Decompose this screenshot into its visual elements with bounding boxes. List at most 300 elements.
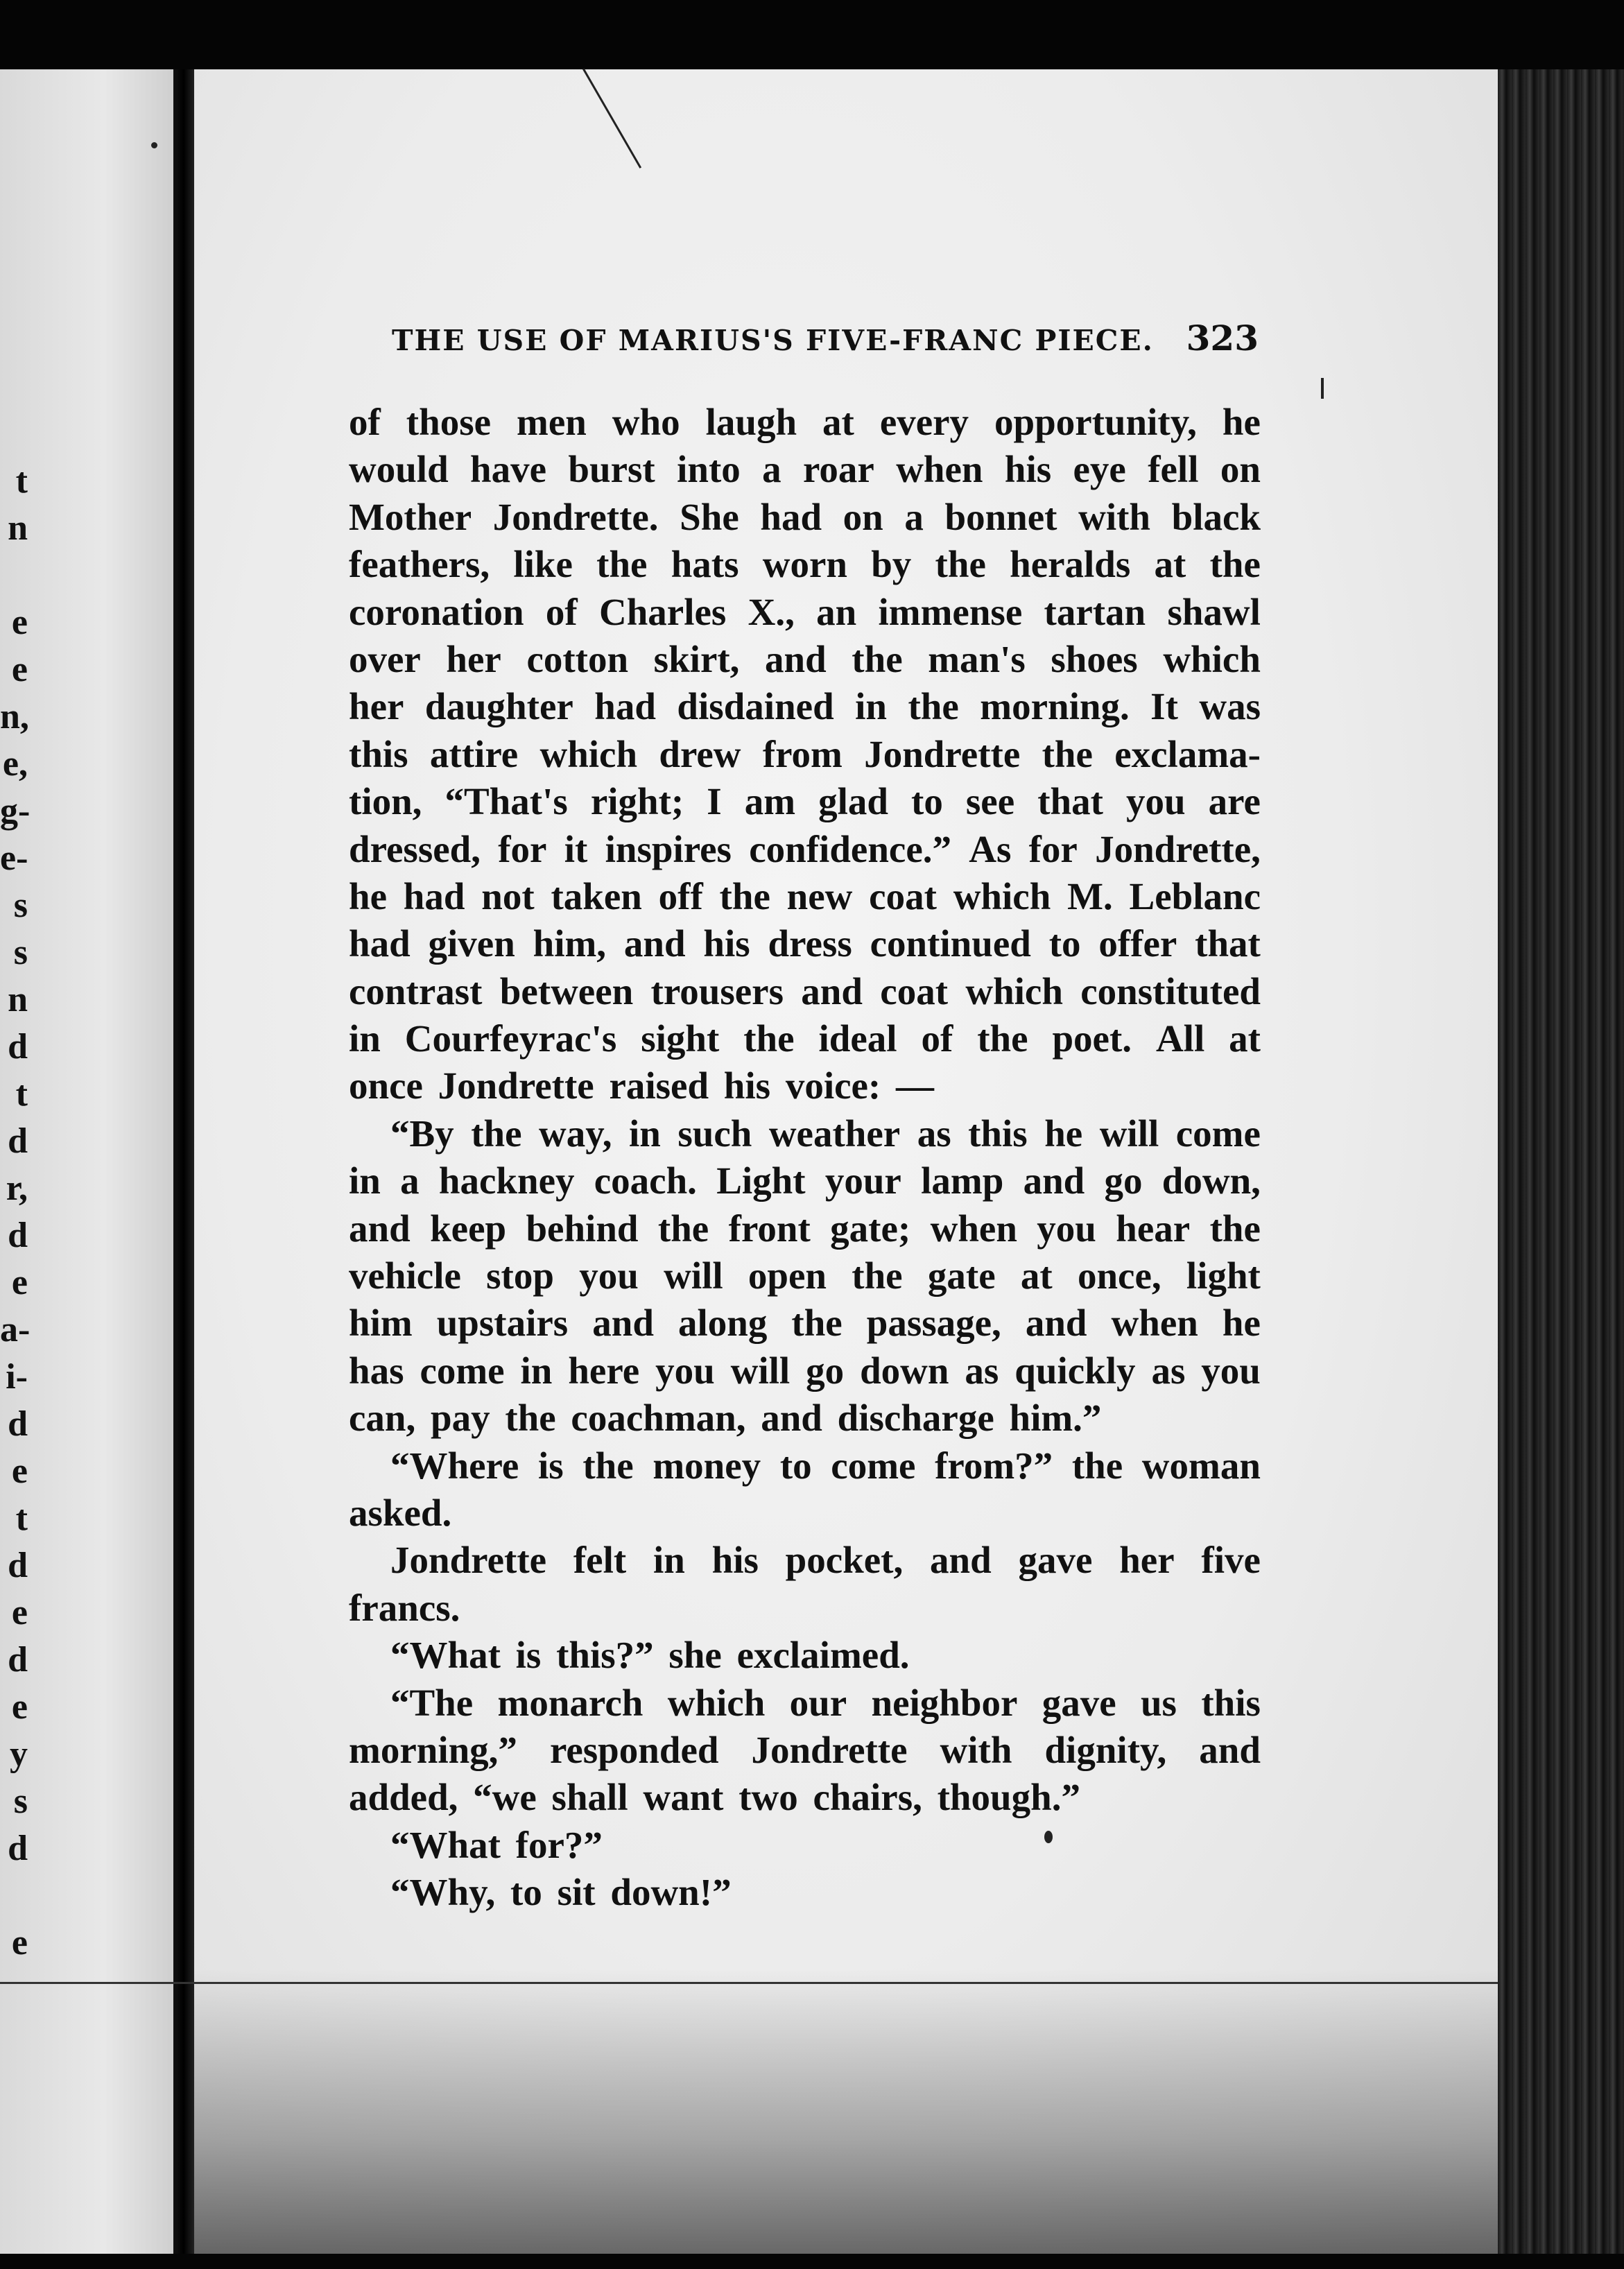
text-line: [349, 1252, 1261, 1300]
page-bottom-shadow: [194, 1969, 1498, 2254]
word: attire: [429, 732, 519, 775]
word: which: [539, 732, 638, 775]
word: her: [349, 685, 404, 728]
word: in: [855, 685, 887, 728]
word: on: [1220, 448, 1261, 491]
word: of: [921, 1017, 953, 1060]
word: continued: [870, 922, 1031, 965]
word: way,: [539, 1112, 612, 1155]
word: at: [1020, 1254, 1053, 1297]
text-line: [349, 636, 1261, 683]
word: will: [664, 1254, 723, 1297]
word: roar: [802, 448, 874, 491]
word: was: [1199, 685, 1261, 728]
word: “That's: [444, 780, 568, 823]
word: eye: [1073, 448, 1126, 491]
word: constituted: [1080, 969, 1261, 1012]
word: opportunity,: [994, 401, 1197, 443]
word: dress: [768, 922, 852, 965]
book-gutter: [173, 69, 194, 2254]
word: and: [349, 1207, 411, 1250]
text-line: [349, 589, 1261, 636]
word: the: [657, 1207, 709, 1250]
word: Jondrette.: [492, 495, 659, 538]
word: the: [935, 543, 986, 586]
word: poet.: [1052, 1017, 1132, 1060]
word: the: [852, 637, 903, 680]
text-line: “Why, to sit down!”: [390, 1871, 732, 1914]
word: this: [349, 732, 408, 775]
word: which: [953, 874, 1051, 917]
word: at: [1229, 1017, 1261, 1060]
previous-page-fragment: t: [15, 1499, 28, 1538]
word: dressed,: [349, 827, 481, 870]
word: offer: [1098, 922, 1177, 965]
previous-page-fragment: e,: [2, 744, 28, 784]
word: from?”: [935, 1444, 1053, 1487]
word: an: [816, 590, 857, 633]
word: Light: [716, 1159, 806, 1202]
word: She: [680, 495, 739, 538]
word: shawl: [1167, 590, 1261, 633]
word: in: [520, 1349, 553, 1392]
word: inspires: [605, 827, 732, 870]
word: coronation: [349, 590, 524, 633]
body-text: [349, 399, 1261, 1917]
word: man's: [928, 637, 1026, 680]
word: pocket,: [785, 1539, 904, 1582]
word: with: [1078, 495, 1150, 538]
word: between: [499, 969, 634, 1012]
word: had: [760, 495, 822, 538]
word: skirt,: [653, 637, 740, 680]
word: those: [406, 401, 492, 443]
word: his: [703, 922, 750, 965]
word: had: [403, 874, 465, 917]
text-line: [349, 541, 1261, 588]
word: has: [349, 1349, 404, 1392]
word: off: [658, 874, 703, 917]
word: coat: [869, 874, 937, 917]
word: responded: [549, 1728, 719, 1771]
word: when: [1111, 1302, 1198, 1345]
previous-page-fragment: n: [8, 508, 28, 548]
text-line: [349, 399, 1261, 446]
text-line: [349, 1347, 1261, 1395]
word: our: [789, 1681, 847, 1724]
word: he: [349, 874, 387, 917]
ink-spot: [1044, 1831, 1053, 1843]
text-line: [349, 1205, 1261, 1252]
word: Charles: [599, 590, 727, 633]
previous-page-fragment: d: [8, 1546, 28, 1585]
word: gate;: [830, 1207, 911, 1250]
word: X.,: [748, 590, 795, 633]
word: you: [1125, 780, 1186, 823]
word: that: [1195, 922, 1261, 965]
word: tion,: [349, 780, 422, 823]
text-line: “What for?”: [390, 1823, 603, 1866]
text-line: [349, 1727, 1261, 1774]
word: you: [1037, 1207, 1096, 1250]
word: upstairs: [436, 1302, 569, 1345]
word: a: [904, 495, 924, 538]
text-line: [349, 1537, 1261, 1584]
word: when: [930, 1207, 1017, 1250]
word: the: [471, 1112, 522, 1155]
word: go: [1104, 1159, 1143, 1202]
word: and: [930, 1539, 992, 1582]
text-line: [349, 920, 1261, 967]
word: for: [498, 827, 547, 870]
word: his: [1004, 448, 1052, 491]
word: Jondrette,: [1095, 827, 1261, 870]
word: and: [801, 969, 863, 1012]
previous-page-fragment: i-: [6, 1357, 28, 1397]
word: open: [748, 1254, 827, 1297]
word: coat: [880, 969, 949, 1012]
word: from: [762, 732, 843, 775]
word: and: [1199, 1728, 1261, 1771]
word: the: [977, 1017, 1028, 1060]
page-number: 323: [1186, 318, 1259, 359]
text-line: once Jondrette raised his voice: —: [349, 1064, 934, 1107]
text-line: [349, 873, 1261, 920]
previous-page-fragment: e: [11, 1593, 28, 1632]
word: new: [786, 874, 853, 917]
word: which: [965, 969, 1063, 1012]
word: at: [1154, 543, 1186, 586]
ink-spot: [1321, 378, 1324, 399]
word: come: [831, 1444, 916, 1487]
word: taken: [551, 874, 642, 917]
word: and: [592, 1302, 654, 1345]
previous-page-fragment: n,: [0, 697, 29, 736]
word: front: [728, 1207, 811, 1250]
word: neighbor: [871, 1681, 1018, 1724]
word: her: [1119, 1539, 1175, 1582]
word: five: [1201, 1539, 1261, 1582]
word: weather: [768, 1112, 901, 1155]
word: this: [1201, 1681, 1261, 1724]
word: gave: [1042, 1681, 1116, 1724]
text-line: “What is this?” she exclaimed.: [390, 1634, 910, 1677]
previous-page-fragment: e: [11, 1687, 28, 1727]
ink-spot: [151, 142, 157, 148]
word: he: [1044, 1112, 1083, 1155]
word: dignity,: [1044, 1728, 1167, 1771]
previous-page-edge: [0, 69, 173, 2254]
word: see: [965, 780, 1015, 823]
word: like: [513, 543, 573, 586]
word: I: [707, 780, 722, 823]
previous-page-fragment: d: [8, 1121, 28, 1161]
word: you: [1201, 1349, 1261, 1392]
word: to: [1048, 922, 1081, 965]
word: is: [538, 1444, 564, 1487]
text-line: can, pay the coachman, and discharge him.”: [349, 1397, 1102, 1440]
text-line: added, “we shall want two chairs, though.”: [349, 1776, 1080, 1819]
running-header: [392, 318, 1259, 359]
word: him,: [533, 922, 607, 965]
word: hats: [671, 543, 739, 586]
previous-page-fragment: s: [13, 886, 28, 925]
word: disdained: [677, 685, 834, 728]
word: him: [349, 1302, 413, 1345]
page-edge-stack: [1498, 69, 1624, 2254]
word: it: [564, 827, 588, 870]
text-line: [349, 826, 1261, 873]
word: in: [628, 1112, 661, 1155]
word: a: [762, 448, 781, 491]
word: It: [1150, 685, 1178, 728]
word: fell: [1148, 448, 1199, 491]
word: had: [349, 922, 411, 965]
text-line: [349, 731, 1261, 778]
word: burst: [568, 448, 655, 491]
word: to: [911, 780, 943, 823]
word: the: [852, 1254, 903, 1297]
word: “The: [390, 1681, 474, 1724]
word: sight: [641, 1017, 720, 1060]
word: the: [791, 1302, 843, 1345]
word: and: [765, 637, 827, 680]
word: which: [1163, 637, 1261, 680]
word: not: [481, 874, 535, 917]
word: once,: [1077, 1254, 1161, 1297]
previous-page-fragment: t: [15, 461, 28, 501]
word: passage,: [866, 1302, 1001, 1345]
previous-page-fragment: d: [8, 1216, 28, 1255]
word: the: [1209, 1207, 1261, 1250]
word: heralds: [1010, 543, 1131, 586]
text-line: [349, 1442, 1261, 1490]
word: every: [879, 401, 969, 443]
word: as: [965, 1349, 999, 1392]
word: M.: [1067, 874, 1113, 917]
word: go: [806, 1349, 845, 1392]
text-line: [349, 1300, 1261, 1347]
word: money: [653, 1444, 761, 1487]
word: immense: [878, 590, 1023, 633]
word: morning,”: [349, 1728, 517, 1771]
word: this: [968, 1112, 1028, 1155]
previous-page-fragment: e-: [0, 838, 28, 878]
previous-page-fragment: e: [11, 603, 28, 642]
previous-page-fragment: [0, 552, 28, 599]
word: behind: [526, 1207, 639, 1250]
word: which: [667, 1681, 766, 1724]
word: As: [969, 827, 1012, 870]
word: woman: [1141, 1444, 1261, 1487]
word: the: [743, 1017, 795, 1060]
previous-page-fragment: a-: [0, 1310, 31, 1349]
word: who: [612, 401, 680, 443]
word: right;: [590, 780, 684, 823]
word: exclama-: [1114, 732, 1261, 775]
word: in: [349, 1017, 381, 1060]
running-header-title: THE USE OF MARIUS'S FIVE-FRANC PIECE.: [392, 324, 1154, 357]
word: when: [896, 448, 983, 491]
word: am: [744, 780, 796, 823]
word: “Where: [390, 1444, 519, 1487]
word: had: [594, 685, 656, 728]
word: quickly: [1014, 1349, 1136, 1392]
word: he: [1222, 1302, 1261, 1345]
word: All: [1155, 1017, 1205, 1060]
word: come: [1175, 1112, 1261, 1155]
text-line: [349, 1110, 1261, 1157]
word: bonnet: [944, 495, 1057, 538]
word: tartan: [1044, 590, 1146, 633]
word: Jondrette: [751, 1728, 908, 1771]
text-line: [349, 778, 1261, 825]
text-line: [349, 683, 1261, 730]
previous-page-fragment: n: [8, 980, 28, 1019]
word: the: [596, 543, 648, 586]
word: the: [1209, 543, 1261, 586]
word: feathers,: [349, 543, 490, 586]
word: morning.: [980, 685, 1130, 728]
previous-page-fragment: e: [11, 1451, 28, 1491]
word: such: [677, 1112, 752, 1155]
word: cotton: [526, 637, 629, 680]
word: drew: [659, 732, 741, 775]
word: will: [730, 1349, 791, 1392]
word: and: [1025, 1302, 1087, 1345]
previous-page-fragment: d: [8, 1404, 28, 1444]
word: given: [428, 922, 515, 965]
word: ideal: [818, 1017, 897, 1060]
word: would: [349, 448, 449, 491]
word: that: [1037, 780, 1103, 823]
text-line: asked.: [349, 1491, 452, 1534]
word: the: [582, 1444, 634, 1487]
word: keep: [430, 1207, 507, 1250]
word: Jondrette: [864, 732, 1021, 775]
word: laugh: [705, 401, 797, 443]
word: a: [400, 1159, 420, 1202]
word: as: [1151, 1349, 1186, 1392]
word: by: [871, 543, 912, 586]
word: in: [349, 1159, 381, 1202]
text-line: [349, 494, 1261, 541]
word: the: [1042, 732, 1093, 775]
word: he: [1222, 401, 1261, 443]
scan-rule-line: [0, 1982, 1498, 1984]
text-line: [349, 1015, 1261, 1062]
word: black: [1171, 495, 1261, 538]
word: Mother: [349, 495, 472, 538]
word: men: [517, 401, 587, 443]
word: on: [843, 495, 883, 538]
previous-page-fragment: g-: [0, 791, 31, 831]
word: the: [1071, 1444, 1123, 1487]
previous-page-fragment: e: [11, 1263, 28, 1302]
text-line: [349, 446, 1261, 493]
previous-page-line-fragments: [0, 458, 31, 1967]
word: in: [653, 1539, 685, 1582]
word: for: [1028, 827, 1078, 870]
word: to: [779, 1444, 812, 1487]
word: gave: [1018, 1539, 1093, 1582]
word: monarch: [497, 1681, 643, 1724]
previous-page-fragment: d: [8, 1829, 28, 1868]
word: down: [860, 1349, 949, 1392]
word: her: [446, 637, 501, 680]
word: you: [655, 1349, 715, 1392]
word: will: [1099, 1112, 1159, 1155]
word: light: [1186, 1254, 1261, 1297]
word: the: [908, 685, 959, 728]
word: hackney: [438, 1159, 575, 1202]
text-line: [349, 1680, 1261, 1727]
word: shoes: [1051, 637, 1138, 680]
text-line: francs.: [349, 1586, 460, 1629]
word: gate: [927, 1254, 996, 1297]
word: along: [677, 1302, 768, 1345]
previous-page-fragment: d: [8, 1640, 28, 1680]
word: at: [822, 401, 854, 443]
word: felt: [573, 1539, 627, 1582]
word: Leblanc: [1129, 874, 1261, 917]
word: trousers: [650, 969, 784, 1012]
word: of: [545, 590, 578, 633]
word: worn: [762, 543, 847, 586]
previous-page-fragment: e: [11, 1923, 28, 1962]
previous-page-fragment: y: [10, 1734, 28, 1774]
word: coach.: [594, 1159, 697, 1202]
word: are: [1208, 780, 1261, 823]
word: the: [719, 874, 770, 917]
word: stop: [486, 1254, 554, 1297]
word: daughter: [424, 685, 573, 728]
word: vehicle: [349, 1254, 461, 1297]
word: of: [349, 401, 381, 443]
word: as: [917, 1112, 951, 1155]
previous-page-fragment: [0, 1872, 28, 1919]
word: “By: [390, 1112, 454, 1155]
word: and: [623, 922, 686, 965]
word: Jondrette: [390, 1539, 547, 1582]
word: his: [711, 1539, 759, 1582]
word: and: [1023, 1159, 1085, 1202]
word: glad: [818, 780, 888, 823]
previous-page-fragment: s: [13, 933, 28, 972]
text-line: [349, 1157, 1261, 1205]
word: come: [420, 1349, 505, 1392]
word: confidence.”: [749, 827, 951, 870]
previous-page-fragment: e: [11, 650, 28, 689]
word: lamp: [921, 1159, 1004, 1202]
previous-page-fragment: r,: [6, 1168, 28, 1208]
word: have: [470, 448, 547, 491]
word: us: [1140, 1681, 1177, 1724]
word: hear: [1116, 1207, 1191, 1250]
word: you: [579, 1254, 639, 1297]
word: over: [349, 637, 421, 680]
word: your: [824, 1159, 901, 1202]
word: with: [940, 1728, 1012, 1771]
word: Courfeyrac's: [404, 1017, 617, 1060]
previous-page-fragment: s: [13, 1781, 28, 1821]
word: down,: [1161, 1159, 1261, 1202]
previous-page-fragment: t: [15, 1074, 28, 1114]
text-line: [349, 968, 1261, 1015]
word: into: [677, 448, 741, 491]
previous-page-fragment: d: [8, 1027, 28, 1067]
word: here: [568, 1349, 640, 1392]
